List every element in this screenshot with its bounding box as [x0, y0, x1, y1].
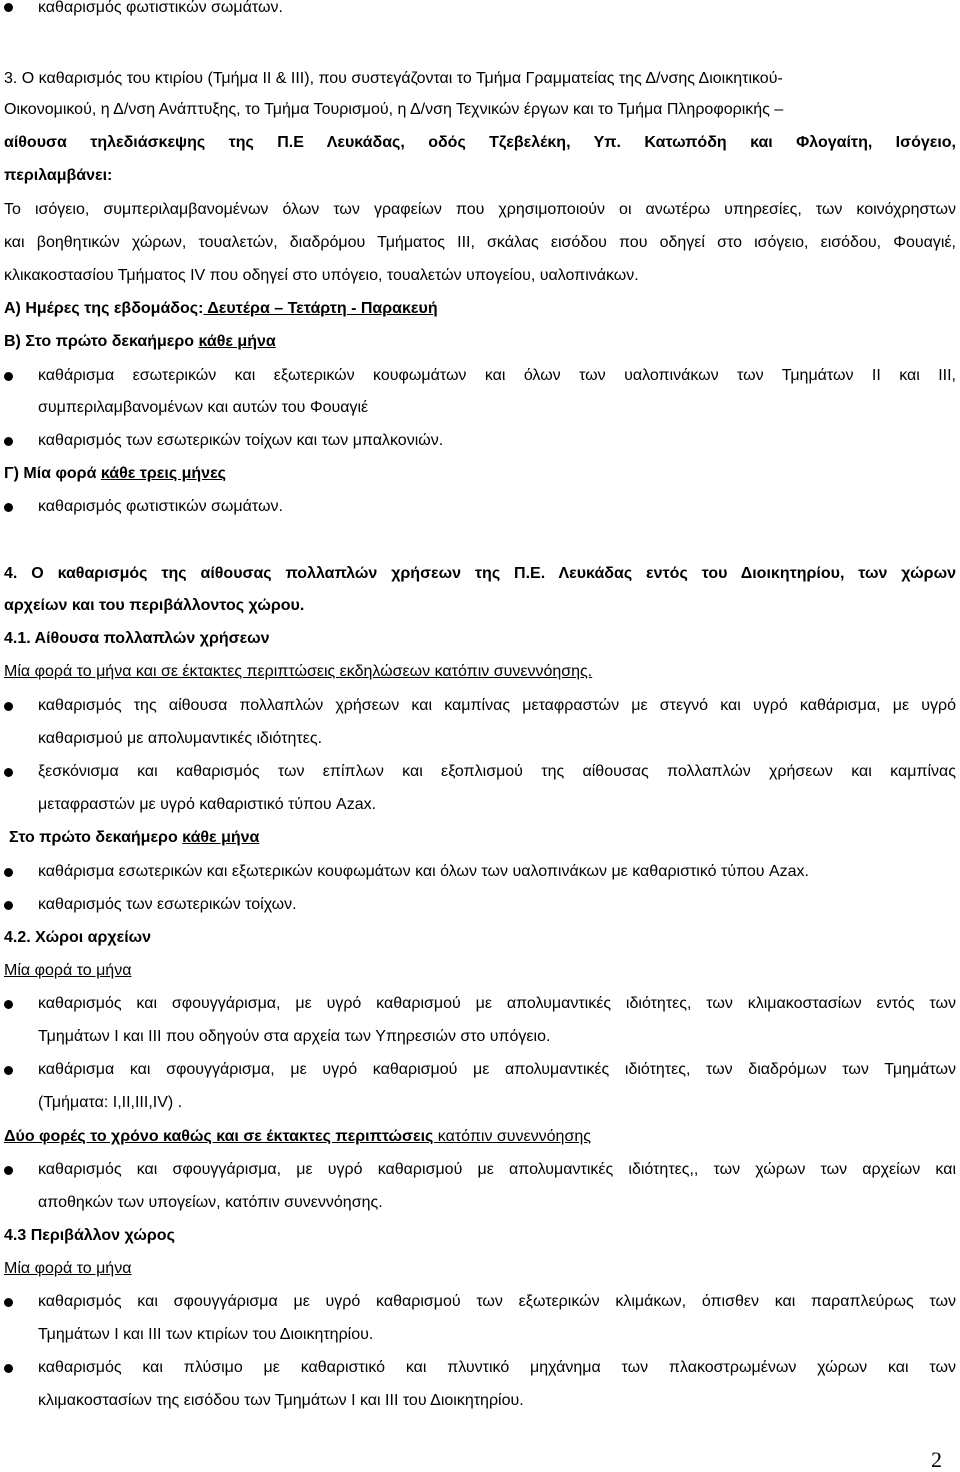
frequency-text: Δύο φορές το χρόνο καθώς και σε έκτακτες περιπτώσεις: [4, 1128, 438, 1145]
list-item: καθαρισμός και σφουγγάρισμα, με υγρό καθαρισμού με απολυμαντικές ιδιότητες,, των χώρων των αρχείων και: [38, 1161, 956, 1178]
frequency-note: κατόπιν συνεννόησης: [437, 1128, 591, 1145]
section-3-heading-bold: αίθουσα τηλεδιάσκεψης της Π.Ε Λευκάδας, οδός Τζεβελέκη, Υπ. Κατωπόδη και Φλογαίτη, Ισόγειο,: [4, 134, 956, 151]
list-item: καθάρισμα εσωτερικών και εξωτερικών κουφωμάτων και όλων των υαλοπινάκων των Τμημάτων ΙΙ και ΙΙΙ,: [38, 367, 956, 384]
section-3-description: και βοηθητικών χώρων, τουαλετών, διαδρόμου Τμήματος ΙΙΙ, σκάλας εισόδου που οδηγεί στο ισόγειο, εισόδου, Φουαγιέ,: [4, 234, 956, 251]
bullet-icon: [4, 768, 13, 777]
list-item-cont: (Τμήματα: Ι,ΙΙ,ΙΙΙ,IV) .: [38, 1094, 183, 1111]
list-item: καθαρισμός και σφουγγάρισμα με υγρό καθαρισμού των εξωτερικών κλιμάκων, όπισθεν και παραπλεύρως των: [38, 1293, 956, 1310]
list-item: καθαρισμός της αίθουσα πολλαπλών χρήσεων και καμπίνας μεταφραστών με στεγνό και υγρό καθάρισμα, με υγρό: [38, 697, 956, 714]
subsection-4-1-decade: Στο πρώτο δεκαήμερο κάθε μήνα: [9, 829, 260, 846]
schedule-b-frequency: κάθε μήνα: [198, 333, 276, 350]
schedule-b: [4, 332, 956, 352]
bullet-icon: [4, 1298, 13, 1307]
schedule-c-label: Γ) Μία φορά: [4, 465, 101, 482]
list-item-cont: Τμημάτων Ι και ΙΙΙ των κτιρίων του Διοικητηρίου.: [38, 1326, 374, 1343]
schedule-c: [4, 464, 956, 484]
schedule-a-days: Δευτέρα – Τετάρτη - Παρακευή: [203, 300, 438, 317]
list-item: καθαρισμός και σφουγγάρισμα, με υγρό καθαρισμού με απολυμαντικές ιδιότητες, των κλιμακοστασίων εντός των: [38, 995, 956, 1012]
frequency-note: κατόπιν συνεννόησης.: [430, 663, 593, 680]
bullet-icon: [4, 372, 13, 381]
bullet-icon: [4, 702, 13, 711]
subsection-4-2-frequency-2: [4, 1127, 956, 1147]
list-item-cont: Τμημάτων Ι και ΙΙΙ που οδηγούν στα αρχεία των Υπηρεσιών στο υπόγειο.: [38, 1028, 551, 1045]
list-item-cont: μεταφραστών με υγρό καθαριστικό τύπου Azax.: [38, 796, 377, 813]
list-item: καθαρισμός φωτιστικών σωμάτων.: [38, 498, 283, 515]
list-item: ξεσκόνισμα και καθαρισμός των επίπλων και εξοπλισμού της αίθουσας πολλαπλών χρήσεων και καμπίνας: [38, 763, 956, 780]
list-item: καθαρισμός φωτιστικών σωμάτων.: [38, 0, 283, 16]
subsection-4-1-frequency: [4, 662, 956, 682]
subsection-4-2-title: 4.2. Χώροι αρχείων: [4, 929, 152, 946]
section-4-heading: 4. Ο καθαρισμός της αίθουσας πολλαπλών χρήσεων της Π.Ε. Λευκάδας εντός του Διοικητηρίου, των χώρων: [4, 565, 956, 582]
list-item: καθαρισμός των εσωτερικών τοίχων.: [38, 896, 297, 913]
section-3-description: κλικακοστασίου Τμήματος IV που οδηγεί στο υπόγειο, τουαλετών υπογείου, υαλοπινάκων.: [4, 267, 639, 284]
section-3-heading-bold-end: περιλαμβάνει:: [4, 167, 113, 184]
section-3-heading-cont: Οικονομικού, η Δ/νση Ανάπτυξης, το Τμήμα Τουρισμού, η Δ/νση Τεχνικών έργων και το Τμήμα Πληροφορικής –: [4, 101, 784, 118]
subsection-4-1-title: 4.1. Αίθουσα πολλαπλών χρήσεων: [4, 630, 270, 647]
bullet-icon: [4, 1166, 13, 1175]
list-item-cont: αποθηκών των υπογείων, κατόπιν συνεννόησης.: [38, 1194, 383, 1211]
subsection-4-3-frequency: Μία φορά το μήνα: [4, 1260, 132, 1277]
schedule-b-label: Β) Στο πρώτο δεκαήμερο: [4, 333, 199, 350]
bullet-icon: [4, 503, 13, 512]
list-item: καθάρισμα και σφουγγάρισμα, με υγρό καθαρισμού με απολυμαντικές ιδιότητες, των διαδρόμων των Τμημάτων: [38, 1061, 956, 1078]
schedule-c-frequency: κάθε τρεις μήνες: [100, 465, 226, 482]
list-item-cont: κλιμακοστασίων της εισόδου των Τμημάτων Ι και ΙΙΙ του Διοικητηρίου.: [38, 1392, 524, 1409]
list-item: καθάρισμα εσωτερικών και εξωτερικών κουφωμάτων και όλων των υαλοπινάκων με καθαριστικό τύπου Azax.: [38, 863, 809, 880]
list-item: καθαρισμός των εσωτερικών τοίχων και των μπαλκονιών.: [38, 432, 444, 449]
bullet-icon: [4, 868, 13, 877]
bullet-icon: [4, 437, 13, 446]
bullet-icon: [4, 901, 13, 910]
bullet-icon: [4, 1000, 13, 1009]
page-number: 2: [931, 1447, 942, 1472]
schedule-a-label: Α) Ημέρες της εβδομάδος:: [4, 300, 204, 317]
subsection-4-2-frequency: Μία φορά το μήνα: [4, 962, 132, 979]
section-3-heading: 3. Ο καθαρισμός του κτιρίου (Τμήμα ΙΙ & ΙΙΙ), που συστεγάζονται το Τμήμα Γραμματείας της Δ/νσης Διοικητικού-: [4, 70, 783, 87]
decade-frequency: κάθε μήνα: [182, 829, 260, 846]
schedule-a: [4, 299, 956, 319]
list-item-cont: συμπεριλαμβανομένων και αυτών του Φουαγιέ: [38, 399, 369, 416]
list-item-cont: καθαρισμού με απολυμαντικές ιδιότητες.: [38, 730, 323, 747]
frequency-text: Μία φορά το μήνα και σε έκτακτες περιπτώσεις εκδηλώσεων: [4, 663, 431, 680]
subsection-4-3-title: 4.3 Περιβάλλον χώρος: [4, 1227, 175, 1244]
bullet-icon: [4, 1364, 13, 1373]
list-item: καθαρισμός και πλύσιμο με καθαριστικό και πλυντικό μηχάνημα των πλακοστρωμένων χώρων και των: [38, 1359, 956, 1376]
section-4-heading-cont: αρχείων και του περιβάλλοντος χώρου.: [4, 597, 305, 614]
bullet-icon: [4, 3, 13, 12]
section-3-description: Το ισόγειο, συμπεριλαμβανομένων όλων των γραφείων που χρησιμοποιούν οι ανωτέρω υπηρεσίες, των κοινόχρηστων: [4, 201, 956, 218]
bullet-icon: [4, 1066, 13, 1075]
